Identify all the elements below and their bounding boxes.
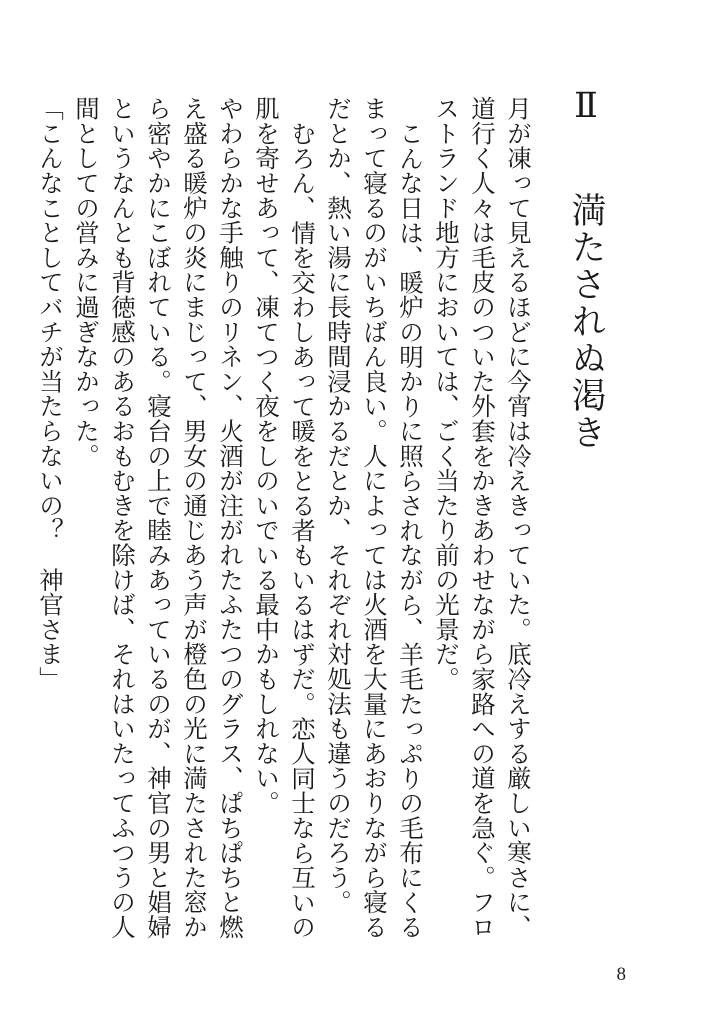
dialogue-line: 「こんなことしてバチが当たらないの？ 神官さま」 xyxy=(36,96,65,692)
paragraph: 月が凍って見えるほどに今宵は冷えきっていた。底冷えする厳しい寒さに、道行く人々は毛皮のついた外套をかきあわせながら家路への道を急ぐ。フロストランド地方においては、ごく当たり前の光景だ。 xyxy=(432,96,533,940)
chapter-heading xyxy=(562,86,610,451)
body-text xyxy=(36,96,536,942)
paragraph: むろん、情を交わしあって暖をとる者もいるはずだ。恋人同士なら互いの肌を寄せあって、凍てつく夜をしのいでいる最中かもしれない。 xyxy=(252,96,317,939)
page-number: 8 xyxy=(616,964,626,985)
paragraph: こんな日は、暖炉の明かりに照らされながら、羊毛たっぷりの毛布にくるまって寝るのがいちばん良い。人によっては火酒を大量にあおりながら寝るだとか、熱い湯に長時間浸かるだとか、それぞれ対処法も違うのだろう。 xyxy=(324,96,425,940)
chapter-numeral: Ⅱ xyxy=(566,86,606,128)
chapter-title: 満たされぬ渇き xyxy=(566,192,606,451)
paragraph: やわらかな手触りのリネン、火酒が注がれたふたつのグラス、ぱちぱちと燃え盛る暖炉の炎にまじって、男女の通じあう声が橙色の光に満たされた窓から密やかにこぼれている。寝台の上で睦みあっているのが、神官の男と娼婦というなんとも背徳感のあるおもむきを除けば、それはいたってふつうの人間としての営みに過ぎなかった。 xyxy=(72,96,245,940)
